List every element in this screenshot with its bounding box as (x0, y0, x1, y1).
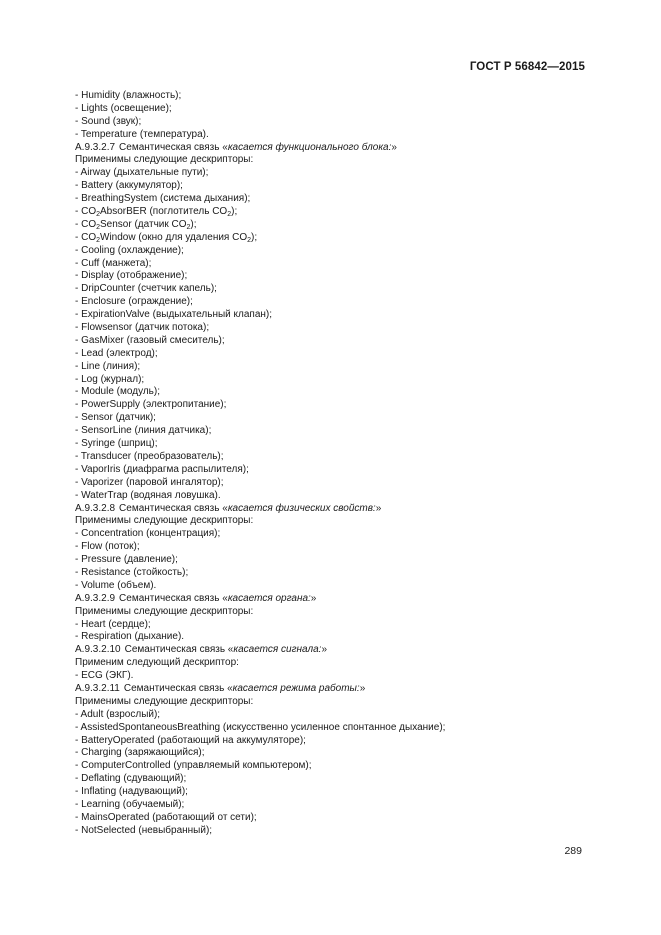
list-item: - PowerSupply (электропитание); (75, 399, 227, 411)
item-text: Window (окно для удаления CO (100, 231, 248, 243)
item-text: Sensor (датчик CO (100, 218, 187, 230)
list-item: - GasMixer (газовый смеситель); (75, 334, 225, 346)
section-number: А.9.3.2.8 (75, 502, 116, 514)
list-item: - Cuff (манжета); (75, 257, 152, 269)
section-quote-close: » (359, 682, 366, 694)
list-item: - Module (модуль); (75, 386, 160, 398)
list-item: - Lead (электрод); (75, 347, 158, 359)
list-item: - Resistance (стойкость); (75, 566, 189, 578)
list-item: - BatteryOperated (работающий на аккумуляторе); (75, 734, 306, 746)
item-text: - CO (75, 231, 97, 243)
list-item: - DripCounter (счетчик капель); (75, 283, 217, 295)
item-text: ); (190, 218, 197, 230)
section-number: А.9.3.2.9 (75, 592, 116, 604)
list-item: - Respiration (дыхание). (75, 631, 185, 643)
section-number: А.9.3.2.10 (75, 644, 121, 656)
list-item: - Humidity (влажность); (75, 90, 182, 101)
section-number: А.9.3.2.11 (75, 682, 120, 694)
section-term: касается функционального блока: (227, 141, 392, 153)
section-label: Семантическая связь « (119, 502, 228, 514)
section-heading (75, 593, 595, 606)
list-item: - Flowsensor (датчик потока); (75, 322, 210, 334)
list-item: - Pressure (давление); (75, 554, 178, 566)
list-item: - Lights (освещение); (75, 102, 172, 114)
subscript: 2 (96, 211, 101, 219)
section-label: Семантическая связь « (123, 682, 233, 694)
list-item: - SensorLine (линия датчика); (75, 425, 212, 437)
descriptor-intro: Применимы следующие дескрипторы: (75, 515, 254, 527)
section-number: А.9.3.2.7 (75, 141, 116, 153)
list-item: - Line (линия); (75, 360, 141, 372)
list-item: - Battery (аккумулятор); (75, 180, 183, 192)
section-heading (75, 503, 595, 516)
section-label: Семантическая связь « (124, 644, 234, 656)
list-item: - Transducer (преобразователь); (75, 450, 224, 462)
section-term: касается сигнала: (233, 644, 322, 656)
subscript: 2 (247, 236, 252, 244)
section-quote-close: » (391, 141, 397, 153)
list-item: - Airway (дыхательные пути); (75, 167, 209, 179)
list-item: - Sensor (датчик); (75, 412, 156, 424)
list-item (75, 232, 595, 245)
subscript: 2 (186, 223, 191, 231)
document-body (75, 90, 595, 838)
list-item: - Syringe (шприц); (75, 438, 158, 450)
list-item: - NotSelected (невыбранный); (75, 824, 213, 836)
list-item: - Temperature (температура). (75, 128, 209, 140)
item-text: - CO (75, 218, 97, 230)
list-item: - ComputerControlled (управляемый компьютером); (75, 760, 312, 772)
section-quote-close: » (375, 502, 382, 514)
list-item: - Charging (заряжающийся); (75, 747, 205, 759)
list-item: - Sound (звук); (75, 115, 142, 127)
list-item: - Concentration (концентрация); (75, 528, 221, 540)
list-item: - WaterTrap (водяная ловушка). (75, 489, 221, 501)
list-item: - Log (журнал); (75, 373, 145, 385)
section-term: касается физических свойств: (227, 502, 376, 514)
list-item: - Inflating (надувающий); (75, 786, 188, 798)
list-item: - Heart (сердце); (75, 618, 151, 630)
descriptor-intro: Применимы следующие дескрипторы: (75, 695, 254, 707)
list-item: - Deflating (сдувающий); (75, 773, 187, 785)
section-term: касается режима работы: (232, 682, 360, 694)
list-item: - AssistedSpontaneousBreathing (искусственно усиленное спонтанное дыхание); (75, 721, 446, 733)
subscript: 2 (96, 236, 101, 244)
list-item: - Cooling (охлаждение); (75, 244, 184, 256)
item-text: - CO (75, 206, 97, 218)
descriptor-intro: Применимы следующие дескрипторы: (75, 154, 254, 166)
list-item (75, 219, 595, 232)
subscript: 2 (227, 211, 232, 219)
list-item (75, 206, 595, 219)
list-item: - Adult (взрослый); (75, 708, 161, 720)
section-heading (75, 683, 595, 696)
list-item: - Volume (объем). (75, 579, 157, 591)
list-item: - ECG (ЭКГ). (75, 670, 134, 682)
page-number: 289 (564, 845, 582, 857)
item-text: ); (251, 231, 258, 243)
section-label: Семантическая связь « (119, 592, 228, 604)
section-heading (75, 644, 595, 657)
list-item: - Display (отображение); (75, 270, 188, 282)
item-text: ); (231, 206, 238, 218)
descriptor-intro: Применимы следующие дескрипторы: (75, 605, 254, 617)
subscript: 2 (96, 223, 101, 231)
section-quote-close: » (310, 592, 317, 604)
list-item: - MainsOperated (работающий от сети); (75, 811, 257, 823)
list-item: - BreathingSystem (система дыхания); (75, 193, 251, 205)
list-item: - ExpirationValve (выдыхательный клапан); (75, 309, 273, 321)
list-item: - Enclosure (ограждение); (75, 296, 193, 308)
section-heading (75, 142, 595, 155)
item-text: AbsorBER (поглотитель CO (100, 206, 228, 218)
list-item: - Flow (поток); (75, 541, 140, 553)
section-label: Семантическая связь « (119, 141, 228, 153)
list-item: - Vaporizer (паровой ингалятор); (75, 476, 224, 488)
section-term: касается органа: (227, 592, 311, 604)
standard-header: ГОСТ Р 56842—2015 (469, 61, 585, 73)
list-item: - VaporIris (диафрагма распылителя); (75, 463, 249, 475)
descriptor-intro: Применим следующий дескриптор: (75, 657, 239, 669)
section-quote-close: » (321, 644, 327, 656)
list-item: - Learning (обучаемый); (75, 798, 185, 810)
